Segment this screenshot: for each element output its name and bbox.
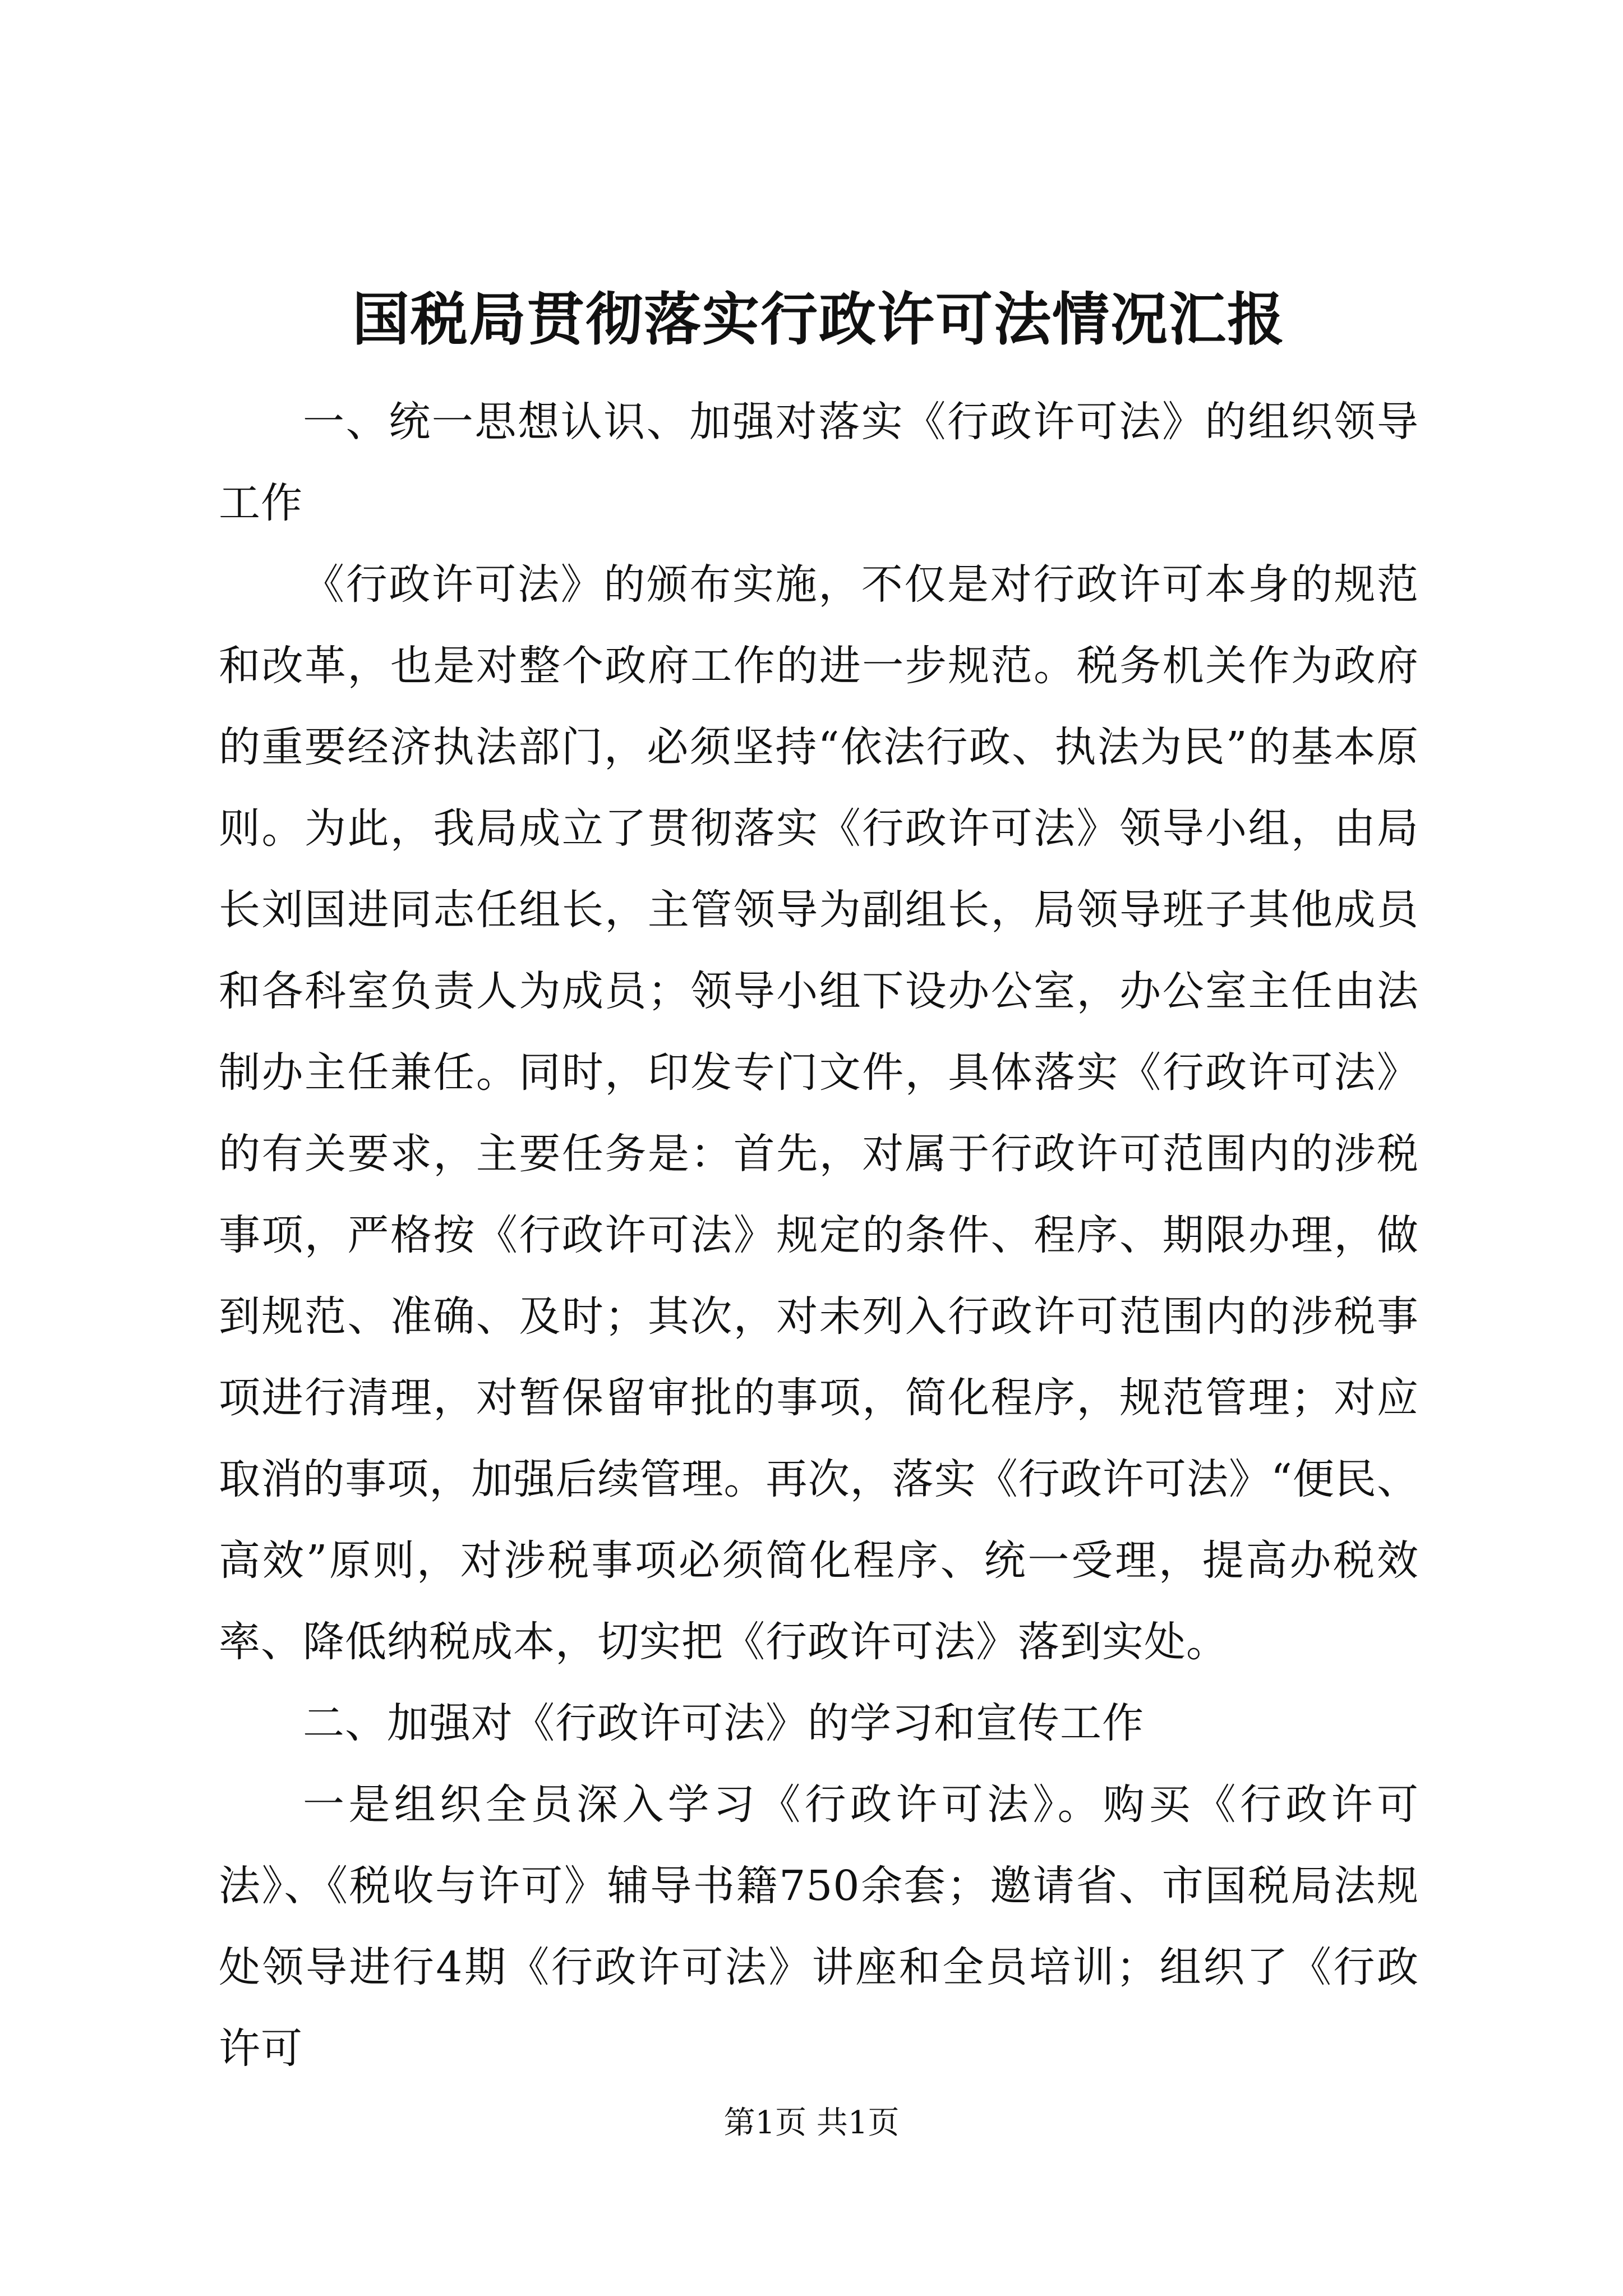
section-heading-2: 二、加强对《行政许可法》的学习和宣传工作 <box>303 1699 1144 1747</box>
body-paragraph-2: 一是组织全员深入学习《行政许可法》。购买《行政许可法》、《税收与许可》辅导书籍750余套；邀请省、市国税局法规处领导进行4期《行政许可法》讲座和全员培训；组织了《行政许可 <box>219 1780 1419 2073</box>
page-number-footer: 第1页 共1页 <box>723 2105 900 2141</box>
section-heading-1: 一、统一思想认识、加强对落实《行政许可法》的组织领导工作 <box>219 398 1419 527</box>
document-body <box>219 280 1419 2090</box>
body-paragraph-1: 《行政许可法》的颁布实施，不仅是对行政许可本身的规范和改革，也是对整个政府工作的进一步规范。税务机关作为政府的重要经济执法部门，必须坚持“依法行政、执法为民”的基本原则。为此，我局成立了贯彻落实《行政许可法》领导小组，由局长刘国进同志任组长，主管领导为副组长，局领导班子其他成员和各科室负责人为成员；领导小组下设办公室，办公室主任由法制办主任兼任。同时，印发专门文件，具体落实《行政许可法》的有关要求，主要任务是：首先，对属于行政许可范围内的涉税事项，严格按《行政许可法》规定的条件、程序、期限办理，做到规范、准确、及时；其次，对未列入行政许可范围内的涉税事项进行清理，对暂保留审批的事项，简化程序，规范管理；对应取消的事项，加强后续管理。再次，落实《行政许可法》“便民、高效”原则，对涉税事项必须简化程序、统一受理，提高办税效率、降低纳税成本，切实把《行政许可法》落到实处。 <box>219 560 1419 1666</box>
document-title: 国税局贯彻落实行政许可法情况汇报 <box>352 286 1285 353</box>
